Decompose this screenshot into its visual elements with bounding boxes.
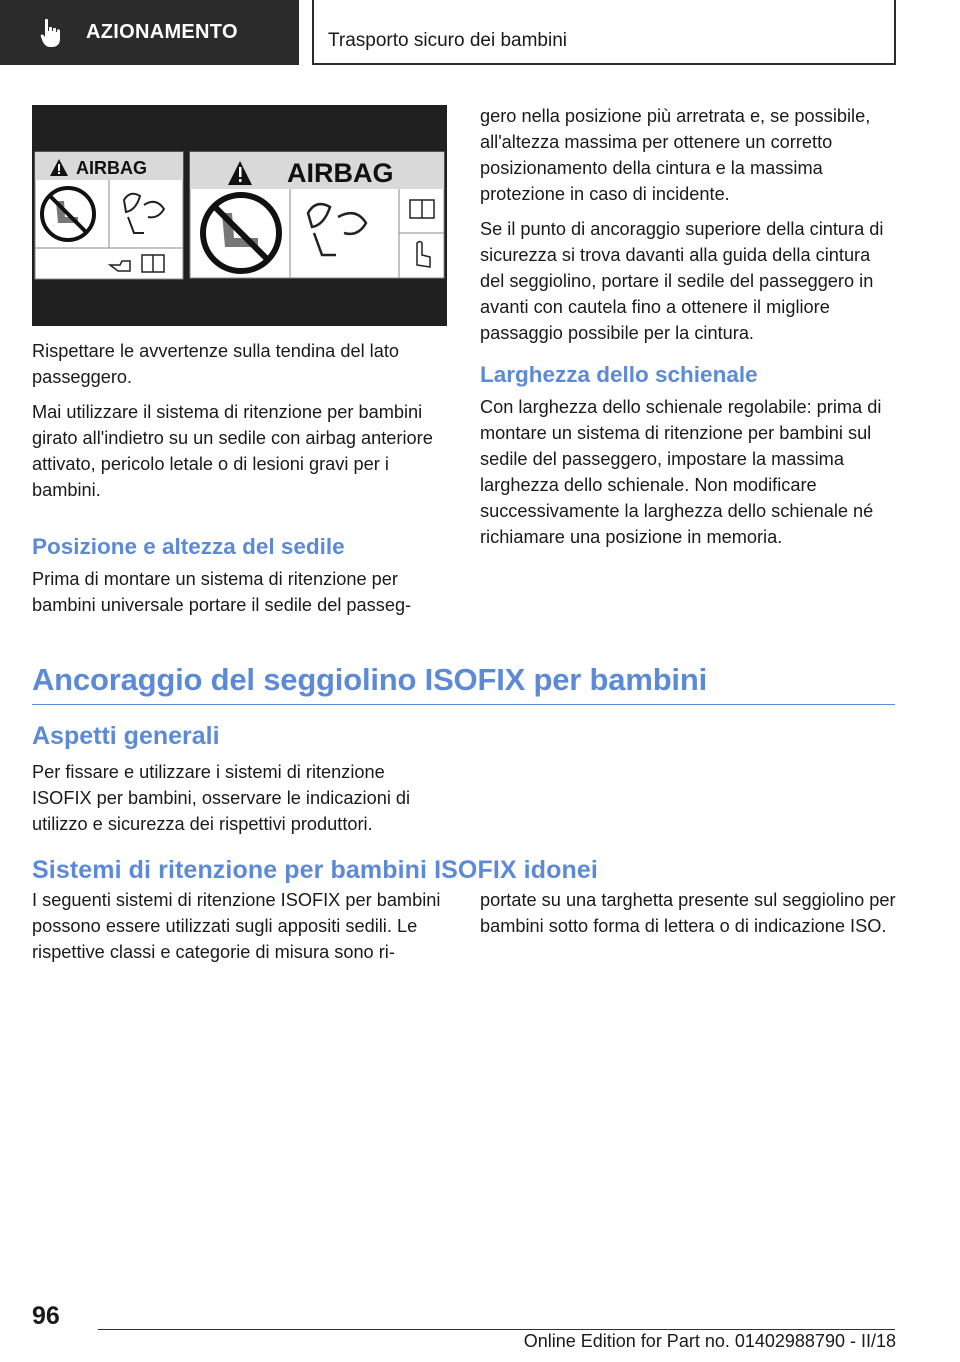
- heading-general-aspects: Aspetti generali: [32, 722, 220, 750]
- paragraph: portate su una targhetta presente sul seggiolino per bambini sotto forma di lettera o di indicazione ISO.: [480, 890, 896, 936]
- footer-edition: Online Edition for Part no. 01402988790 - II/18: [523, 1331, 896, 1351]
- paragraph: Se il punto di ancoraggio superiore della cintura di sicurezza si trova davanti alla guida della cintura del seggiolino, portare il sedile del passeggero in avanti con cautela fino a ottenere il migliore passaggio possibile per la cintura.: [480, 219, 884, 343]
- paragraph: Per fissare e utilizzare i sistemi di ritenzione ISOFIX per bambini, osservare le indicazioni di utilizzo e sicurezza dei rispettivi produttori.: [32, 762, 411, 834]
- section-heading-isofix: Ancoraggio del seggiolino ISOFIX per bambini: [32, 662, 895, 705]
- paragraph: I seguenti sistemi di ritenzione ISOFIX per bambini possono essere utilizzati sugli appositi sedili. Le rispettive classi e categorie di misura sono ri-: [32, 890, 441, 962]
- paragraph: Rispettare le avvertenze sulla tendina del lato passeggero.: [32, 341, 400, 387]
- right-column: [480, 103, 896, 559]
- airbag-label-figure: [32, 105, 447, 326]
- page-header-title: Trasporto sicuro dei bambini: [328, 30, 568, 51]
- heading-suitable-isofix: Sistemi di ritenzione per bambini ISOFIX idonei: [32, 856, 598, 884]
- header-title-box: [312, 0, 896, 65]
- airbag-warning-label-image: [32, 105, 447, 326]
- section-label: AZIONAMENTO: [86, 21, 238, 43]
- paragraph: gero nella posizione più arretrata e, se possibile, all'altezza massima per ottenere un corretto posizionamento della cintura e la massima protezione in caso di incidente.: [480, 106, 871, 204]
- hand-pointer-icon: [40, 18, 66, 48]
- paragraph: Prima di montare un sistema di ritenzione per bambini universale portare il sedile del passeg-: [32, 569, 412, 615]
- paragraph: Con larghezza dello schienale regolabile: prima di montare un sistema di ritenzione per bambini sul sedile del passeggero, impostare la massima larghezza dello schienale. Non modificare successivamente la larghezza dello schienale né richiamare una posizione in memoria.: [480, 397, 882, 547]
- left-column: [32, 105, 448, 627]
- section-tab[interactable]: [0, 0, 299, 65]
- airbag-text-right: AIRBAG: [287, 158, 394, 188]
- footer-divider: [98, 1329, 895, 1330]
- airbag-text-left: AIRBAG: [76, 158, 147, 178]
- heading-seat-position: Posizione e altezza del sedile: [32, 534, 345, 559]
- page-number: 96: [32, 1302, 60, 1330]
- warning-paragraph: Mai utilizzare il sistema di ritenzione per bambini girato all'indietro su un sedile con airbag anteriore attivato, pericolo letale o di lesioni gravi per i bambini.: [32, 402, 433, 500]
- heading-backrest-width: Larghezza dello schienale: [480, 362, 758, 387]
